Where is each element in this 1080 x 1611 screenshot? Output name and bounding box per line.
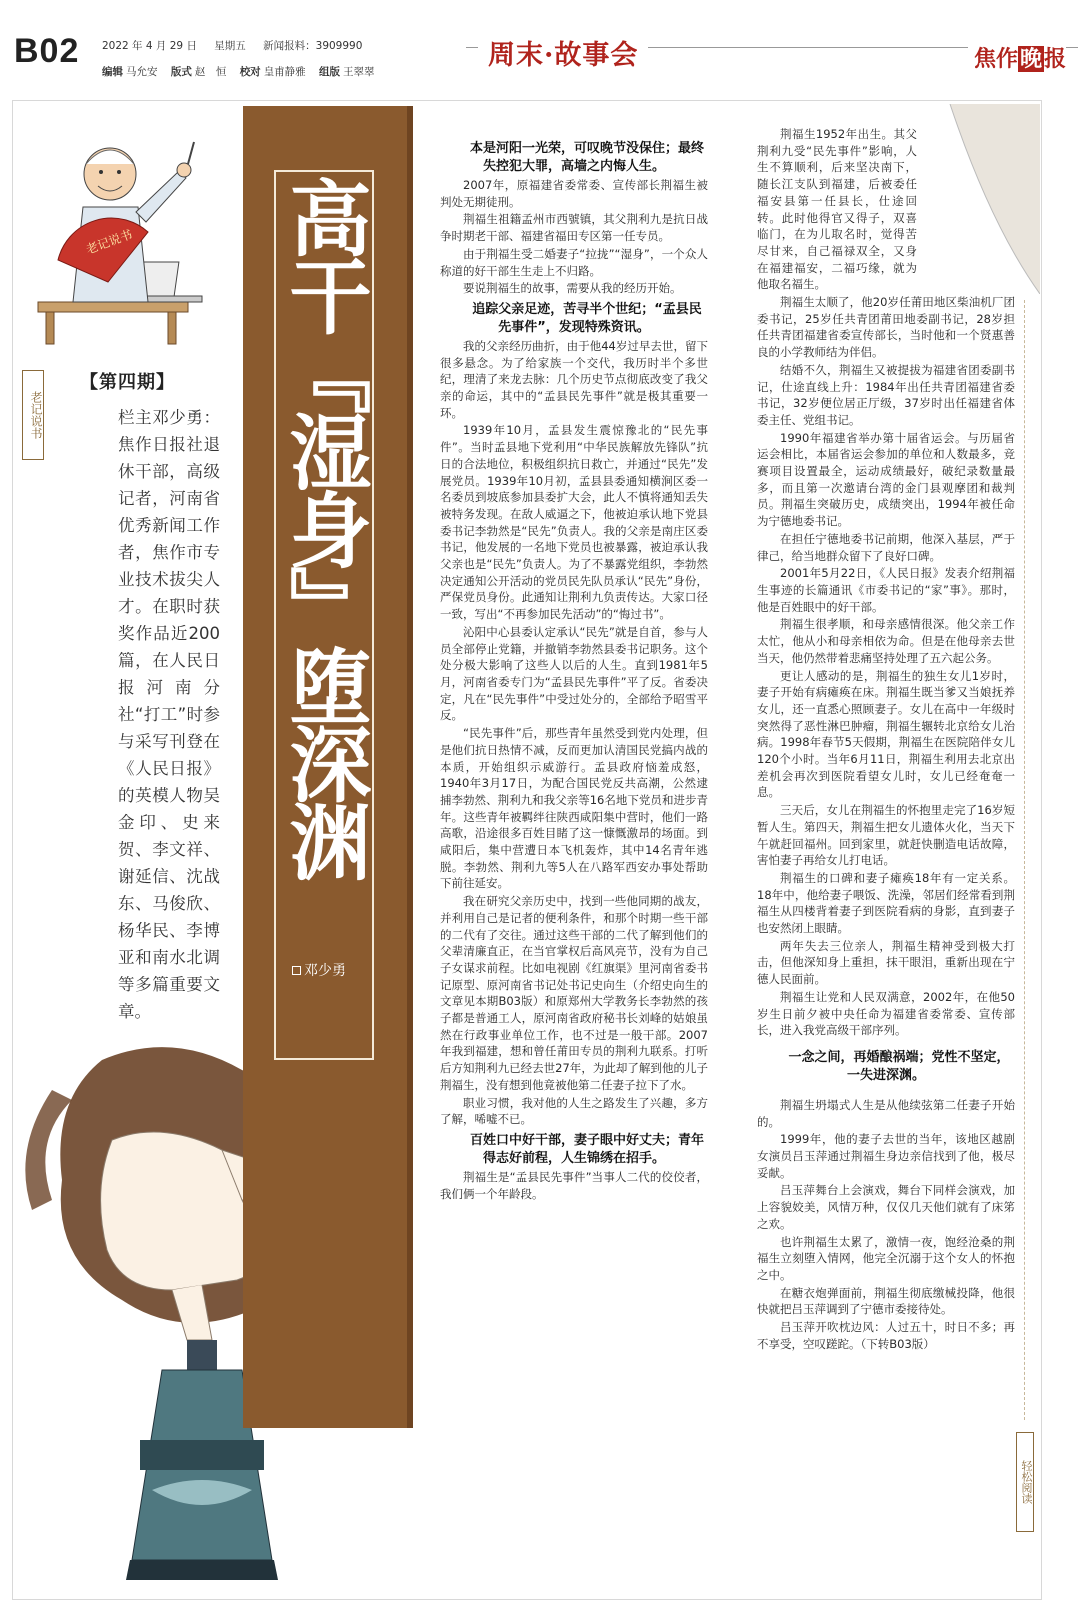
paragraph: 荆福生是“孟县民先事件”当事人二代的佼佼者，我们俩一个年龄段。 xyxy=(440,1169,708,1201)
newspaper-logo: 焦作晚报 xyxy=(968,42,1066,73)
paragraph: 1990年福建省举办第十届省运会。与历届省运会相比，本届省运会参加的单位和人数最多，竞赛项目设置最全，运动成绩最好，破纪录数量最多，而且第一次邀请台湾的金门县观摩团和裁判员。荆福生突破历史，成绩突出，1994年被任命为宁德地委书记。 xyxy=(757,430,1015,529)
paragraph: 在担任宁德地委书记前期，他深入基层，严于律己，给当地群众留下了良好口碑。 xyxy=(757,531,1015,563)
paragraph: 荆福生祖籍孟州市西號镇，其父荆利九是抗日战争时期老干部、福建省福田专区第一任专员。 xyxy=(440,212,708,244)
light-reading-tag: 轻松阅读 xyxy=(1016,1432,1034,1532)
paragraph: “民先事件”后，那些青年虽然受到党内处理，但是他们抗日热情不减，反而更加认清国民党搞内战的本质，开始组织示威游行。孟县政府恼羞成怒，1940年3月17日，为配合国民党反共高潮，公然逮捕李勃然、荆利九和我父亲等16名地下党员和进步青年。这些青年被羁绊往陕西咸阳集中营时，他们一路高歌，沿途很多百姓目睹了这一慷慨激昂的场面。到咸阳后，集中营遭日本飞机轰炸，其中14名青年逃脱。李勃然、荆利九等5人在八路军西安办事处帮助下前往延安。 xyxy=(440,726,708,891)
issue-date: 2022 年 4 月 29 日 xyxy=(102,40,197,52)
paragraph: 我在研究父亲历史中，找到一些他同期的战友，并利用自己是记者的便利条件，和那个时期一些干部的二代有了交往。通过这些干部的二代了解到他们的父辈清廉直正，在当官掌权后高风亮节，没有为自己子女谋求前程。比如电视剧《红旗渠》里河南省委书记原型、原河南省书记处书记史向生（介绍史向生的文章见本期B03版）和原郑州大学教务长李勃然的孩子都是普通工人，原河南省政府秘书长刘峰的姑娘虽然在行政事业单位工作，也不过是一般干部。2007年我到福建，想和曾任莆田专员的荆利九联系。打听后方知荆利九已经去世27年，为此却了解到他的儿子荆福生，没有想到他竟被他第二任妻子拉下了水。 xyxy=(440,894,708,1092)
paragraph: 荆福生的口碑和妻子瘫痪18年有一定关系。18年中，他给妻子喂饭、洗澡，邻居们经常看到荆福生从四楼背着妻子到医院看病的身影，直到妻子也安然闭上眼睛。 xyxy=(757,870,1015,936)
news-hotline: 新闻报料：3909990 xyxy=(263,40,363,52)
paragraph: 由于荆福生受二婚妻子“拉拢”“湿身”，一个众人称道的好干部生生走上不归路。 xyxy=(440,246,708,278)
paragraph: 荆福生很孝顺，和母亲感情很深。他父亲工作太忙，他从小和母亲相依为命。但是在他母亲去世当天，他仍然带着悲痛坚持处理了五六起公务。 xyxy=(757,617,1015,665)
issue-number: 【第四期】 xyxy=(80,372,175,393)
paragraph: 2001年5月22日，《人民日报》发表介绍荆福生事迹的长篇通讯《市委书记的“家”事》。那时，他是百姓眼中的好干部。 xyxy=(757,566,1015,614)
paragraph: 结婚不久，荆福生又被提拔为福建省团委副书记，仕途直线上升：1984年出任共青团福建省委书记，32岁便位居正厅级，37岁时出任福建省体委主任、党组书记。 xyxy=(757,362,1015,427)
paragraph: 在糖衣炮弹面前，荆福生彻底缴械投降，他很快就把吕玉萍调到了宁德市委接待处。 xyxy=(757,1285,1015,1317)
paragraph: 荆福生让党和人民双满意，2002年，在他50岁生日前夕被中央任命为福建省委常委、宣传部长，进入我党高级干部序列。 xyxy=(757,989,1015,1038)
layout-name: 赵 恒 xyxy=(194,66,227,78)
subheading: 一念之间，再婚酿祸端；党性不坚定，一失进深渊。 xyxy=(788,1049,1010,1083)
subheading: 本是河阳一光荣，可叹晚节没保住；最终失控犯大罪，高墙之内悔人生。 xyxy=(469,141,704,174)
columnist-bio: 栏主邓少勇：焦作日报社退休干部，高级记者，河南省优秀新闻工作者，焦作市专业技术拔尖人才。在职时获奖作品近200篇，在人民日报河南分社“打工”时参与采写刊登在《人民日报》的英模人物吴金印、史来贺、李文祥、谢延信、沈战东、马俊欣、杨华民、李博亚和南水北调等多篇重要文章。 xyxy=(118,408,220,1021)
paragraph: 职业习惯，我对他的人生之路发生了兴趣，多方了解，唏嘘不已。 xyxy=(440,1095,708,1127)
page-number: B02 xyxy=(14,32,80,70)
paragraph: 2007年，原福建省委常委、宣传部长荆福生被判处无期徒刑。 xyxy=(440,178,708,209)
article-column-2 xyxy=(757,126,1015,1354)
paragraph: 吕玉萍开吹枕边风：人过五十，时日不多；再不享受，空叹蹉跎。（下转B03版） xyxy=(757,1320,1015,1351)
storyteller-illustration xyxy=(28,112,234,347)
column-side-label: 老记说书 xyxy=(22,370,44,460)
issue-weekday: 星期五 xyxy=(214,40,246,52)
paragraph: 沁阳中心县委认定承认“民先”就是自首，参与人员全部停止党籍，并撤销李勃然县委书记职务。这个处分极大影响了这些人以后的人生。直到1981年5月，河南省委专门为“孟县民先事件”平了反。省委决定，凡在“民先事件”中受过处分的，全部给予昭雪平反。 xyxy=(440,624,708,723)
article-headline: 高干『湿身』堕深渊 xyxy=(276,176,372,878)
paragraph: 吕玉萍舞台上会演戏，舞台下同样会演戏，加上容貌姣美，风情万种，仅仅几天他们就有了床笫之欢。 xyxy=(757,1183,1015,1231)
paragraph: 我的父亲经历曲折，由于他44岁过早去世，留下很多悬念。为了给家族一个交代，我历时半个多世纪，理清了来龙去脉：几个历史节点彻底改变了我父亲的命运，其中的“孟县民先事件”就是极其重要一环。 xyxy=(440,338,708,420)
paragraph: 更让人感动的是，荆福生的独生女儿1岁时，妻子开始有病瘫痪在床。荆福生既当爹又当娘抚养女儿，还一直悉心照顾妻子。女儿在高中一年级时突然得了恶性淋巴肿瘤，荆福生辗转北京给女儿治病。1998年春节5天假期，荆福生在医院陪伴女儿120个小时。当年6月11日，荆福生利用去北京出差机会再次到医院看望女儿时，女儿已经奄奄一息。 xyxy=(757,668,1015,800)
subheading: 百姓口中好干部，妻子眼中好丈夫；青年得志好前程，人生锦绣在招手。 xyxy=(469,1132,704,1166)
article-column-1 xyxy=(440,140,708,1203)
paragraph: 要说荆福生的故事，需要从我的经历开始。 xyxy=(463,281,682,296)
subheading: 追踪父亲足迹，苦寻半个世纪；“孟县民先事件”，发现特殊资讯。 xyxy=(472,301,702,335)
margin-dashed-rule xyxy=(1024,300,1025,1420)
paragraph: 荆福生太顺了，他20岁任莆田地区柴油机厂团委书记，25岁任共青团莆田地委副书记，28岁担任共青团福建省委宣传部长，当时他和一个贤惠善良的小学教师结为伴侣。 xyxy=(757,295,1015,360)
paragraph: 三天后，女儿在荆福生的怀抱里走完了16岁短暂人生。第四天，荆福生把女儿遗体火化，当天下午就赶回福州。回到家里，就赶快删造电话故障，害怕妻子再给女儿打电话。 xyxy=(757,803,1015,868)
paragraph: 两年失去三位亲人，荆福生精神受到极大打击，但他深知身上重担，抹干眼泪，重新出现在宁德人民面前。 xyxy=(757,938,1015,987)
paragraph: 荆福生坍塌式人生是从他续弦第二任妻子开始的。 xyxy=(757,1097,1015,1129)
proof-name: 皇甫静雅 xyxy=(263,66,306,78)
paragraph: 1939年10月，孟县发生震惊豫北的“民先事件”。当时孟县地下党利用“中华民族解放先锋队”抗日的合法地位，积极组织抗日救亡，并通过“民先”发展党员。1939年10月初，孟县县委通知横涧区委一名委员到坡底参加县委扩大会，此人不慎将通知丢失被特务发现。在敌人威逼之下，他被迫承认地下党县委书记李勃然是“民先”负责人。我的父亲是南庄区委书记，他发展的一名地下党员也被暴露，被迫承认我父亲也是“民先”负责人。为了不暴露党组织，李勃然决定通知公开活动的党员民先队员承认“民先”身份，严保党员身份。此通知让荆利九负责传达。大家口径一致，写出“不再参加民先活动”的“悔过书”。 xyxy=(440,423,708,622)
issue-meta xyxy=(102,38,376,53)
editor-name: 马允安 xyxy=(126,66,158,78)
article-byline: 邓少勇 xyxy=(292,960,346,980)
page-curl-decoration xyxy=(930,104,1040,294)
compose-name: 王翠翠 xyxy=(343,66,375,78)
section-title: 周末·故事会 xyxy=(478,33,648,72)
staff-credits: 编辑 马允安 版式 赵 恒 校对 皇甫静雅 组版 王翠翠 xyxy=(102,66,375,78)
paragraph: 1999年，他的妻子去世的当年，该地区越剧女演员吕玉萍通过荆福生身边亲信找到了他，极尽妥献。 xyxy=(757,1132,1015,1180)
masthead xyxy=(0,0,1080,100)
paragraph: 也许荆福生太累了，激情一夜，饱经沧桑的荆福生立刻堕入情网，他完全沉溺于这个女人的怀抱之中。 xyxy=(757,1234,1015,1282)
paragraph: 荆福生1952年出生。其父荆利九受“民先事件”影响，人生不算顺利，后来坚决南下，随长江支队到福建，后被委任福安县第一任县长，仕途回转。此时他得官又得子，双喜临门，在为儿取名时，觉得苦尽甘来，自己福禄双全，又身在福建福安，二福巧缘，就为他取名福生。 xyxy=(757,127,917,292)
fan-caption: 老记说书 xyxy=(84,227,135,257)
